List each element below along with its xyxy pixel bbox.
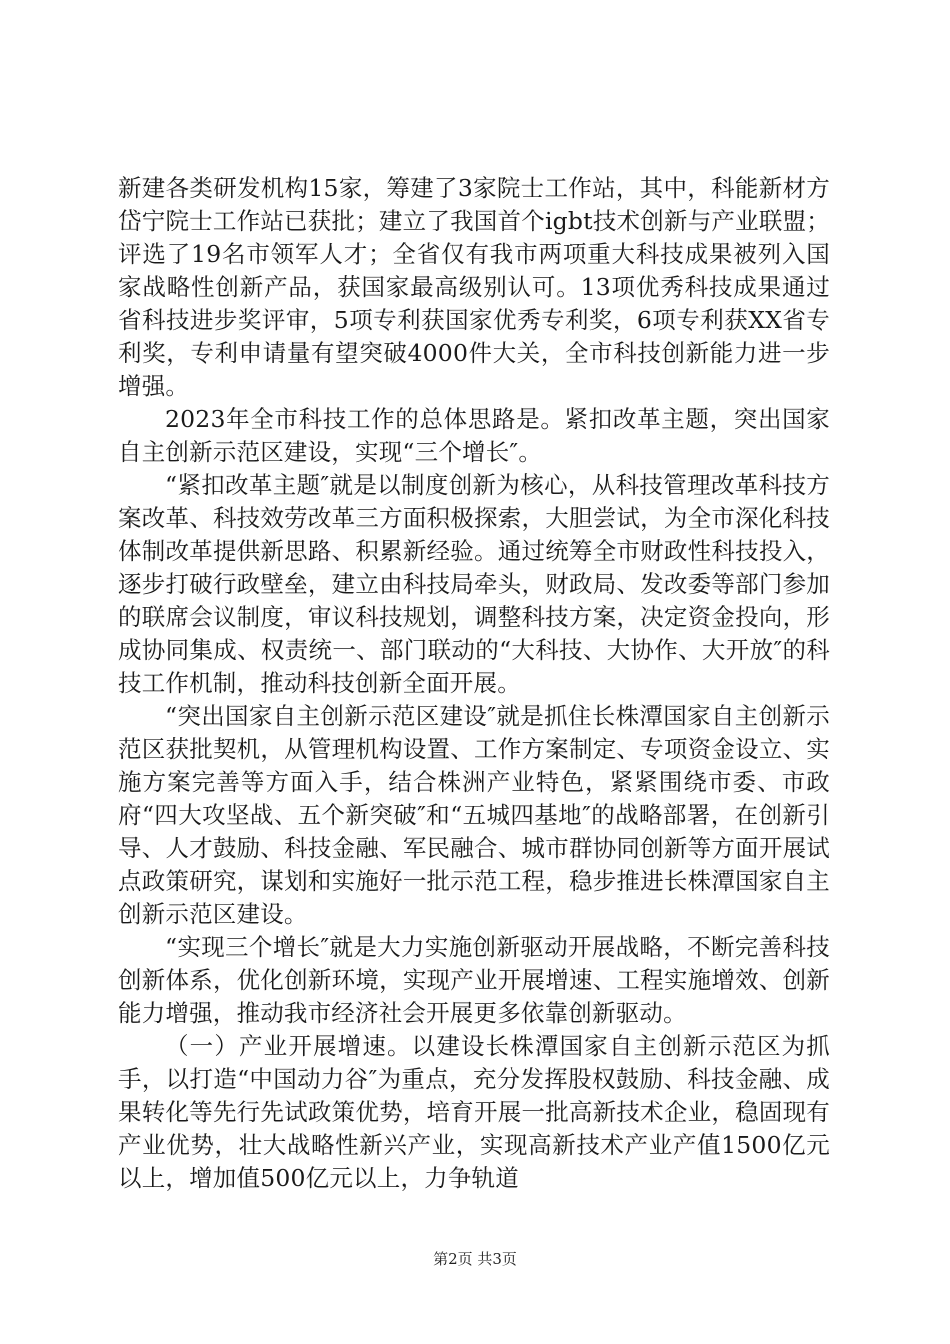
paragraph-overall-idea: 2023年全市科技工作的总体思路是。紧扣改革主题，突出国家自主创新示范区建设，实现“三个增长″。 [118,405,830,466]
page-number-footer: 第2页 共3页 [433,1250,517,1268]
paragraph-three-growths: “实现三个增长″就是大力实施创新驱动开展战略，不断完善科技创新体系，优化创新环境，实现产业开展增速、工程实施增效、创新能力增强，推动我市经济社会开展更多依靠创新驱动。 [118,933,830,1027]
paragraph-industry-growth: （一）产业开展增速。以建设长株潭国家自主创新示范区为抓手，以打造“中国动力谷″为重点，充分发挥股权鼓励、科技金融、成果转化等先行先试政策优势，培育开展一批高新技术企业，稳固现有产业优势，壮大战略性新兴产业，实现高新技术产业产值1500亿元以上，增加值500亿元以上，力争轨道 [118,1032,830,1192]
document-body [118,172,830,1195]
paragraph-demonstration-zone: “突出国家自主创新示范区建设″就是抓住长株潭国家自主创新示范区获批契机，从管理机构设置、工作方案制定、专项资金设立、实施方案完善等方面入手，结合株洲产业特色，紧紧围绕市委、市政府“四大攻坚战、五个新突破″和“五城四基地″的战略部署，在创新引导、人才鼓励、科技金融、军民融合、城市群协同创新等方面开展试点政策研究，谋划和实施好一批示范工程，稳步推进长株潭国家自主创新示范区建设。 [118,702,830,928]
paragraph-reform-theme: “紧扣改革主题″就是以制度创新为核心，从科技管理改革科技方案改革、科技效劳改革三方面积极探索，大胆尝试，为全市深化科技体制改革提供新思路、积累新经验。通过统筹全市财政性科技投入，逐步打破行政壁垒，建立由科技局牵头，财政局、发改委等部门参加的联席会议制度，审议科技规划，调整科技方案，决定资金投向，形成协同集成、权责统一、部门联动的“大科技、大协作、大开放″的科技工作机制，推动科技创新全面开展。 [118,471,830,697]
paragraph-achievements: 新建各类研发机构15家，筹建了3家院士工作站，其中，科能新材方岱宁院士工作站已获批；建立了我国首个igbt技术创新与产业联盟；评选了19名市领军人才；全省仅有我市两项重大科技成果被列入国家战略性创新产品，获国家最高级别认可。13项优秀科技成果通过省科技进步奖评审，5项专利获国家优秀专利奖，6项专利获XX省专利奖，专利申请量有望突破4000件大关，全市科技创新能力进一步增强。 [118,174,830,400]
